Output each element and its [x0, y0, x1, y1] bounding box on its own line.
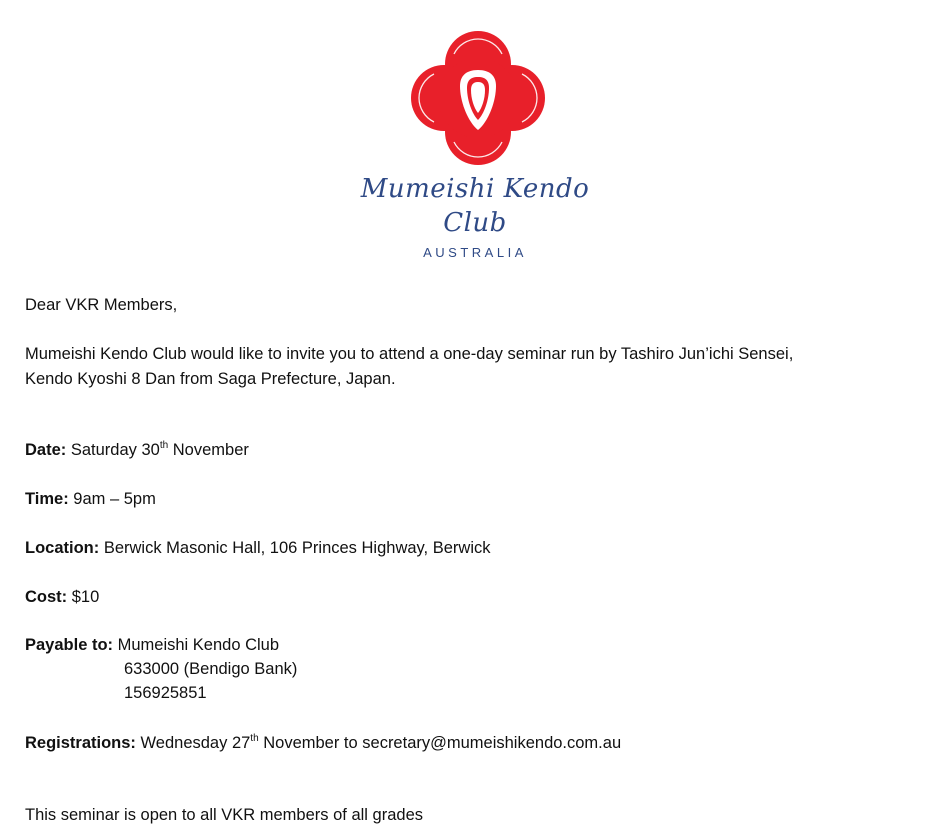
payable-bank: 633000 (Bendigo Bank): [124, 660, 298, 678]
date-ordinal: th: [159, 439, 169, 451]
registrations-label: Registrations:: [25, 734, 136, 752]
time-label: Time:: [25, 490, 69, 508]
cost-row: [25, 585, 99, 609]
club-logo-name: Mumeishi Kendo Club: [360, 174, 590, 238]
club-logo-icon: [410, 30, 546, 166]
location-value: Berwick Masonic Hall, 106 Princes Highway, Berwick: [99, 539, 491, 557]
date-row: [25, 438, 249, 462]
club-logo-wordmark: [330, 172, 620, 262]
registrations-row: [25, 731, 621, 755]
date-value: Saturday 30: [66, 441, 160, 459]
cost-value: $10: [67, 588, 100, 606]
salutation: Dear VKR Members,: [25, 296, 178, 314]
registrations-date: Wednesday 27: [135, 734, 251, 752]
intro-line-2: Kendo Kyoshi 8 Dan from Saga Prefecture, Japan.: [25, 370, 396, 388]
date-label: Date:: [25, 441, 67, 459]
payable-name: Mumeishi Kendo Club: [113, 636, 280, 654]
closing-note: This seminar is open to all VKR members of all grades: [25, 806, 423, 824]
payable-row: [25, 633, 279, 657]
time-row: [25, 487, 156, 511]
registrations-contact: November to secretary@mumeishikendo.com.au: [258, 734, 622, 752]
time-value: 9am – 5pm: [68, 490, 156, 508]
club-logo-country: AUSTRALIA: [423, 245, 527, 260]
location-label: Location:: [25, 539, 100, 557]
registrations-ordinal: th: [250, 732, 259, 744]
payable-account: 156925851: [124, 684, 207, 702]
location-row: [25, 536, 491, 560]
cost-label: Cost:: [25, 588, 68, 606]
intro-line-1: Mumeishi Kendo Club would like to invite you to attend a one-day seminar run by Tashiro Jun’ichi Sensei,: [25, 345, 794, 363]
date-month: November: [168, 441, 249, 459]
payable-label: Payable to:: [25, 636, 114, 654]
